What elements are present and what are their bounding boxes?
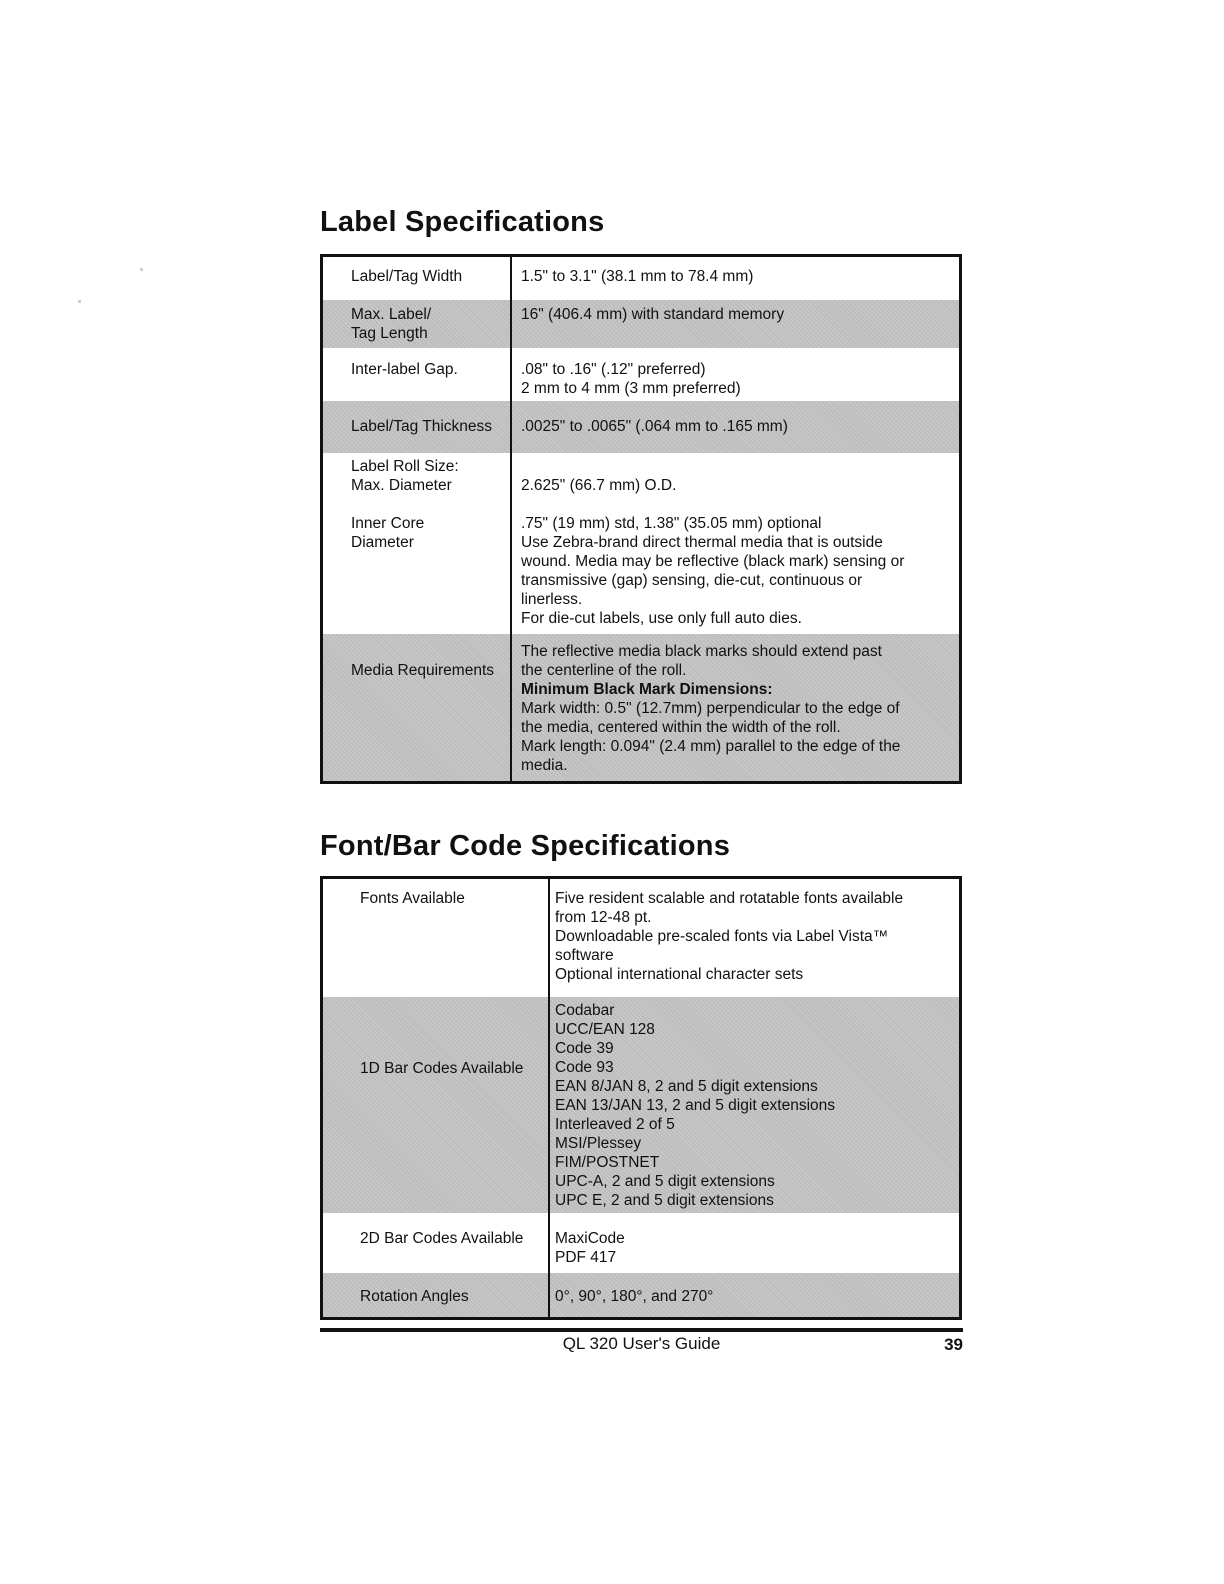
value-line: wound. Media may be reflective (black mark) sensing or [521, 553, 905, 570]
label-line: Fonts Available [360, 890, 465, 907]
value-line: Mark length: 0.094" (2.4 mm) parallel to the edge of the [521, 738, 901, 755]
value-line: software [555, 947, 614, 964]
table-row [323, 401, 959, 453]
value-line: EAN 8/JAN 8, 2 and 5 digit extensions [555, 1078, 818, 1095]
spec-value [521, 305, 784, 324]
value-line: FIM/POSTNET [555, 1154, 660, 1171]
table-row [323, 257, 959, 300]
font-barcode-specifications-table [320, 876, 962, 1320]
table-row [323, 1273, 959, 1317]
scan-speck [78, 300, 81, 303]
spec-value [521, 360, 741, 398]
label-line: 2D Bar Codes Available [360, 1230, 524, 1247]
spec-label [360, 1229, 523, 1248]
value-line: 1.5" to 3.1" (38.1 mm to 78.4 mm) [521, 268, 754, 285]
spec-label [351, 360, 458, 379]
value-line: Mark width: 0.5" (12.7mm) perpendicular to the edge of [521, 700, 900, 717]
table-row [323, 300, 959, 348]
value-line: Downloadable pre-scaled fonts via Label Vista™ [555, 928, 889, 945]
value-line: Code 93 [555, 1059, 614, 1076]
label-line: Max. Diameter [351, 477, 452, 494]
value-line: Optional international character sets [555, 966, 804, 983]
value-line: Codabar [555, 1002, 615, 1019]
value-line [521, 495, 904, 514]
value-line: from 12-48 pt. [555, 909, 652, 926]
spec-value [555, 1001, 835, 1210]
spec-label [351, 267, 462, 286]
page-number: 39 [944, 1335, 963, 1354]
value-line: For die-cut labels, use only full auto dies. [521, 610, 802, 627]
spec-label [360, 1059, 523, 1078]
value-line: .08" to .16" (.12" preferred) [521, 361, 706, 378]
value-line: Interleaved 2 of 5 [555, 1116, 675, 1133]
value-line: Five resident scalable and rotatable fonts available [555, 890, 904, 907]
spec-value [521, 642, 900, 775]
label-line: Inner Core [351, 515, 425, 532]
value-line: the centerline of the roll. [521, 662, 687, 679]
value-line: UPC E, 2 and 5 digit extensions [555, 1192, 774, 1209]
value-line: MaxiCode [555, 1230, 625, 1247]
value-line: Use Zebra-brand direct thermal media that is outside [521, 534, 883, 551]
spec-label [351, 661, 494, 680]
label-line: Max. Label/ [351, 306, 432, 323]
spec-label [351, 305, 431, 343]
value-line: The reflective media black marks should extend past [521, 643, 882, 660]
spec-label [360, 1287, 469, 1306]
table-row [323, 453, 959, 634]
spec-label [351, 417, 492, 436]
table-row [323, 997, 959, 1213]
label-specifications-table [320, 254, 962, 784]
value-line: 2 mm to 4 mm (3 mm preferred) [521, 380, 741, 397]
spec-value [555, 1287, 713, 1306]
value-line: 2.625" (66.7 mm) O.D. [521, 477, 677, 494]
label-line: 1D Bar Codes Available [360, 1060, 524, 1077]
value-line: 16" (406.4 mm) with standard memory [521, 306, 785, 323]
value-line: MSI/Plessey [555, 1135, 642, 1152]
label-specifications-title: Label Specifications [320, 206, 605, 238]
spec-value [555, 889, 903, 984]
font-barcode-specifications-title: Font/Bar Code Specifications [320, 830, 731, 862]
table-row [323, 879, 959, 997]
value-line: 0°, 90°, 180°, and 270° [555, 1288, 714, 1305]
label-line: Label/Tag Thickness [351, 418, 493, 435]
value-line: UPC-A, 2 and 5 digit extensions [555, 1173, 775, 1190]
label-line [351, 495, 459, 514]
value-line: .75" (19 mm) std, 1.38" (35.05 mm) optional [521, 515, 822, 532]
scan-speck [140, 268, 143, 271]
spec-value [555, 1229, 625, 1267]
label-line: Label/Tag Width [351, 268, 463, 285]
value-line: transmissive (gap) sensing, die-cut, continuous or [521, 572, 863, 589]
table-row [323, 1213, 959, 1273]
value-line: the media, centered within the width of the roll. [521, 719, 841, 736]
column-divider [548, 879, 550, 1317]
label-line: Inter-label Gap. [351, 361, 458, 378]
footer-rule [320, 1328, 963, 1332]
spec-value [521, 417, 788, 436]
footer-guide-title: QL 320 User's Guide [562, 1334, 721, 1353]
value-line [521, 457, 904, 476]
value-line-heading: Minimum Black Mark Dimensions: [521, 681, 773, 698]
value-line: UCC/EAN 128 [555, 1021, 655, 1038]
spec-value [521, 457, 904, 628]
label-line: Diameter [351, 534, 414, 551]
label-line: Label Roll Size: [351, 458, 459, 475]
value-line: media. [521, 757, 568, 774]
label-line: Tag Length [351, 325, 428, 342]
spec-label [351, 457, 459, 552]
table-row [323, 348, 959, 401]
value-line: .0025" to .0065" (.064 mm to .165 mm) [521, 418, 788, 435]
value-line: EAN 13/JAN 13, 2 and 5 digit extensions [555, 1097, 836, 1114]
value-line: PDF 417 [555, 1249, 617, 1266]
value-line: linerless. [521, 591, 583, 608]
spec-label [360, 889, 465, 908]
label-line: Media Requirements [351, 662, 495, 679]
value-line: Code 39 [555, 1040, 614, 1057]
label-line: Rotation Angles [360, 1288, 469, 1305]
spec-value [521, 267, 753, 286]
table-row [323, 634, 959, 781]
column-divider [510, 257, 512, 781]
